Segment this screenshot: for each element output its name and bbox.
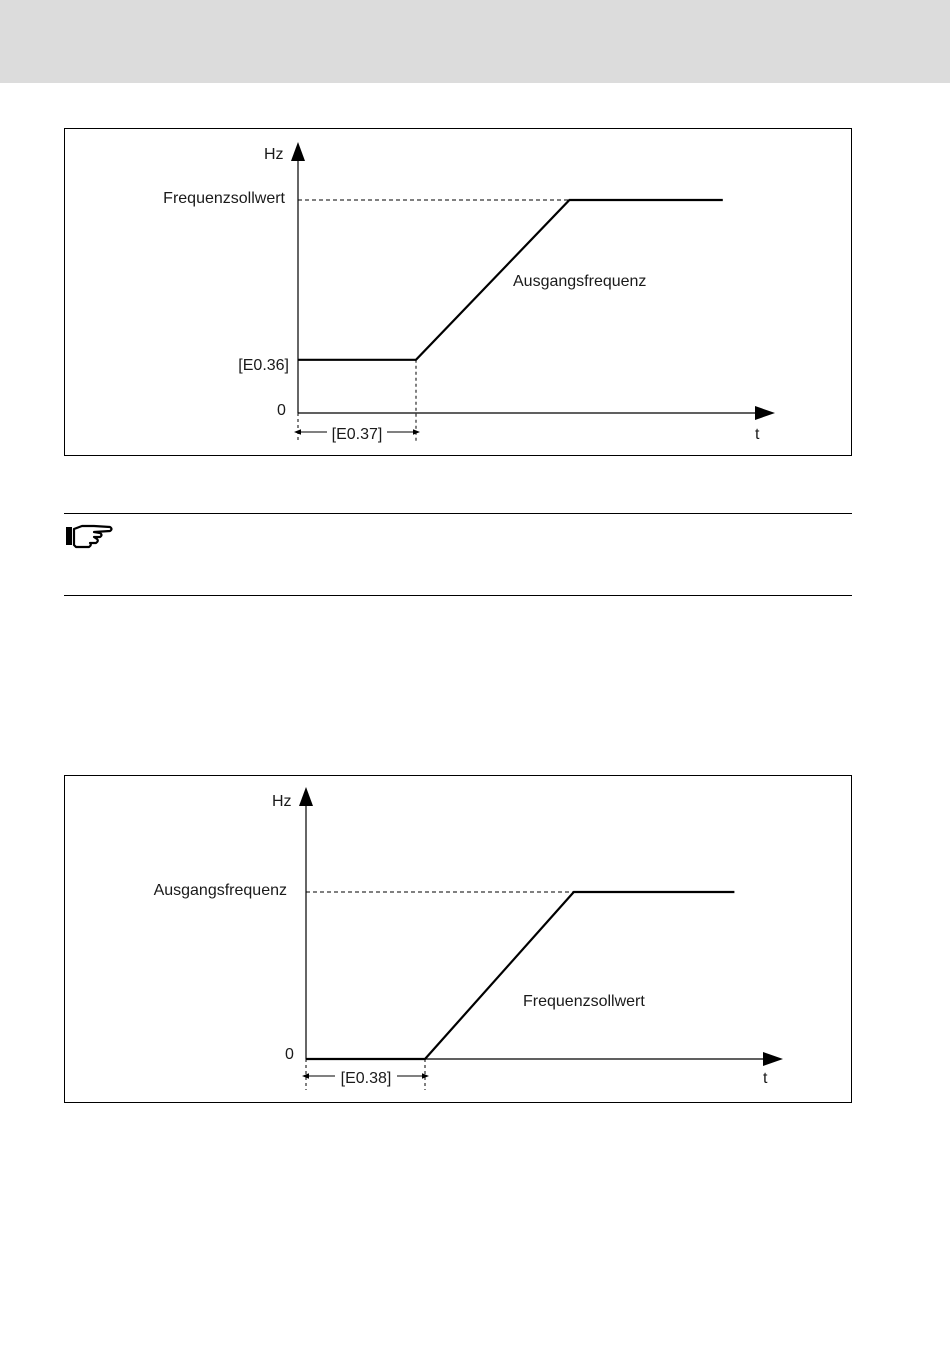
page-header-band (0, 0, 950, 83)
x-axis-label: t (755, 426, 760, 443)
note-bottom-rule (64, 595, 852, 596)
setpoint-level-label: Frequenzsollwert (163, 190, 285, 207)
y-axis-arrow-icon (291, 142, 305, 161)
x-axis-arrow-icon (763, 1052, 783, 1066)
start-level-label: [E0.36] (238, 357, 289, 374)
interval-label: [E0.37] (331, 426, 383, 443)
origin-label: 0 (277, 402, 286, 419)
chart-2-svg (65, 776, 853, 1104)
setpoint-level-label: Ausgangsfrequenz (153, 882, 287, 899)
note-top-rule (64, 513, 852, 514)
interval-label: [E0.38] (340, 1070, 392, 1087)
pointing-hand-icon (64, 521, 114, 551)
figure-1 (64, 128, 852, 456)
curve-label: Frequenzsollwert (523, 993, 645, 1010)
series-line (306, 892, 734, 1059)
chart-1-svg (65, 129, 853, 457)
x-axis-arrow-icon (755, 406, 775, 420)
curve-label: Ausgangsfrequenz (513, 273, 647, 290)
y-axis-label: Hz (272, 793, 292, 810)
origin-label: 0 (285, 1046, 294, 1063)
figure-2 (64, 775, 852, 1103)
y-axis-arrow-icon (299, 787, 313, 806)
x-axis-label: t (763, 1070, 768, 1087)
y-axis-label: Hz (264, 146, 284, 163)
series-line (298, 200, 723, 360)
